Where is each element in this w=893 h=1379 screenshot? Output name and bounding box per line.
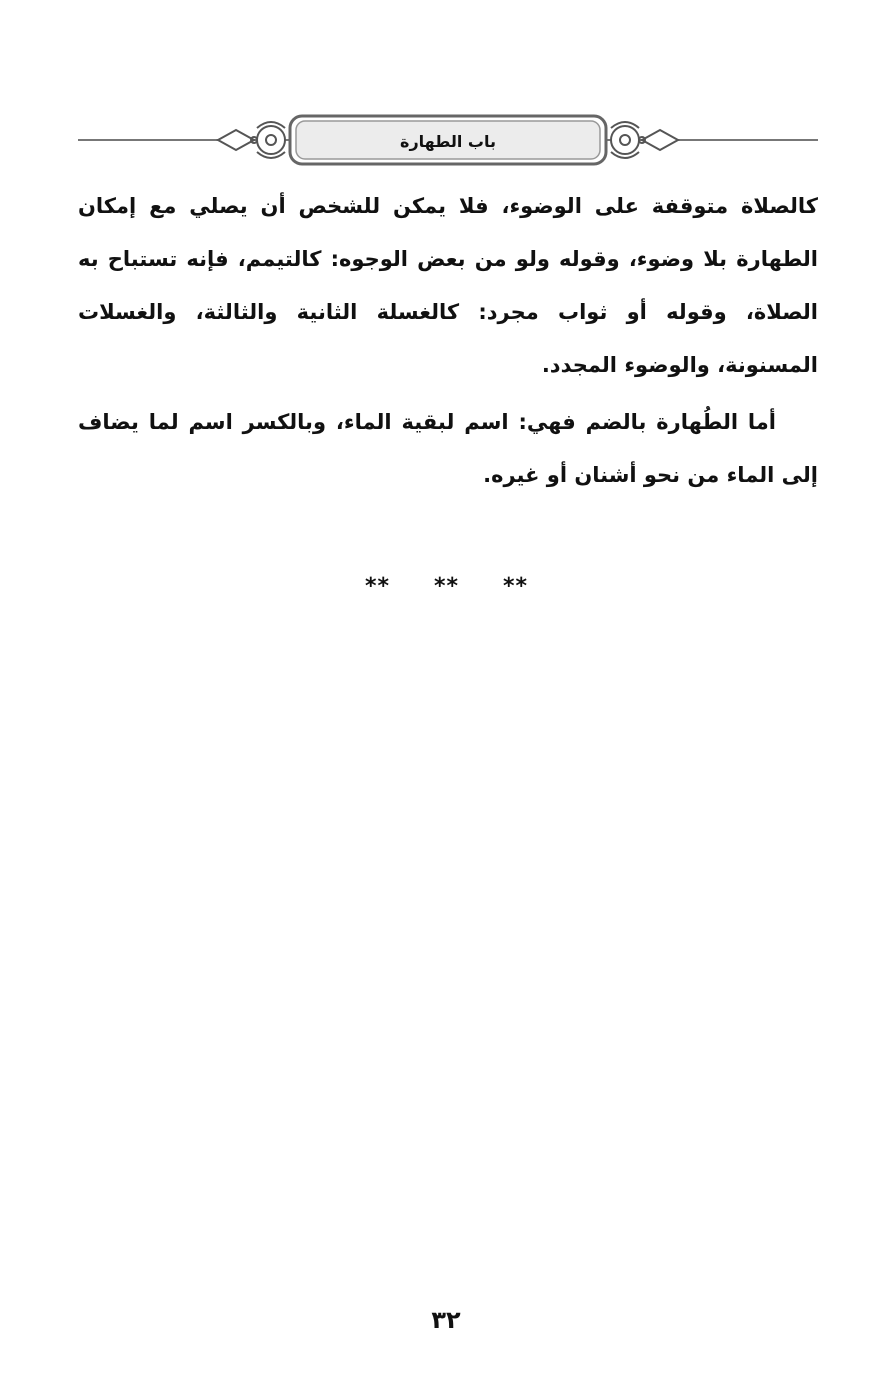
paragraph: كالصلاة متوقفة على الوضوء، فلا يمكن للشخص أن يصلي مع إمكان الطهارة بلا وضوء، وقوله ولو من بعض الوجوه: كالتيمم، فإنه تستباح به الصلاة، وقوله أو ثواب مجرد: كالغسلة الثانية والثالثة، والغسلات المسنونة، والوضوء المجدد. <box>78 194 818 377</box>
paragraph: أما الطُهارة بالضم فهي: اسم لبقية الماء، وبالكسر اسم لما يضاف إلى الماء من نحو أشنان أو غيره. <box>78 410 818 487</box>
page-number: ٣٢ <box>431 1306 461 1334</box>
chapter-title: باب الطهارة <box>400 132 496 151</box>
chapter-header <box>78 112 818 170</box>
separator-mark: ** <box>433 573 459 599</box>
left-ornament-icon <box>218 122 285 158</box>
body-text <box>78 180 818 502</box>
separator-mark: ** <box>364 573 390 599</box>
right-ornament-icon <box>611 122 678 158</box>
separator-mark: ** <box>503 573 529 599</box>
section-separator <box>300 566 593 606</box>
